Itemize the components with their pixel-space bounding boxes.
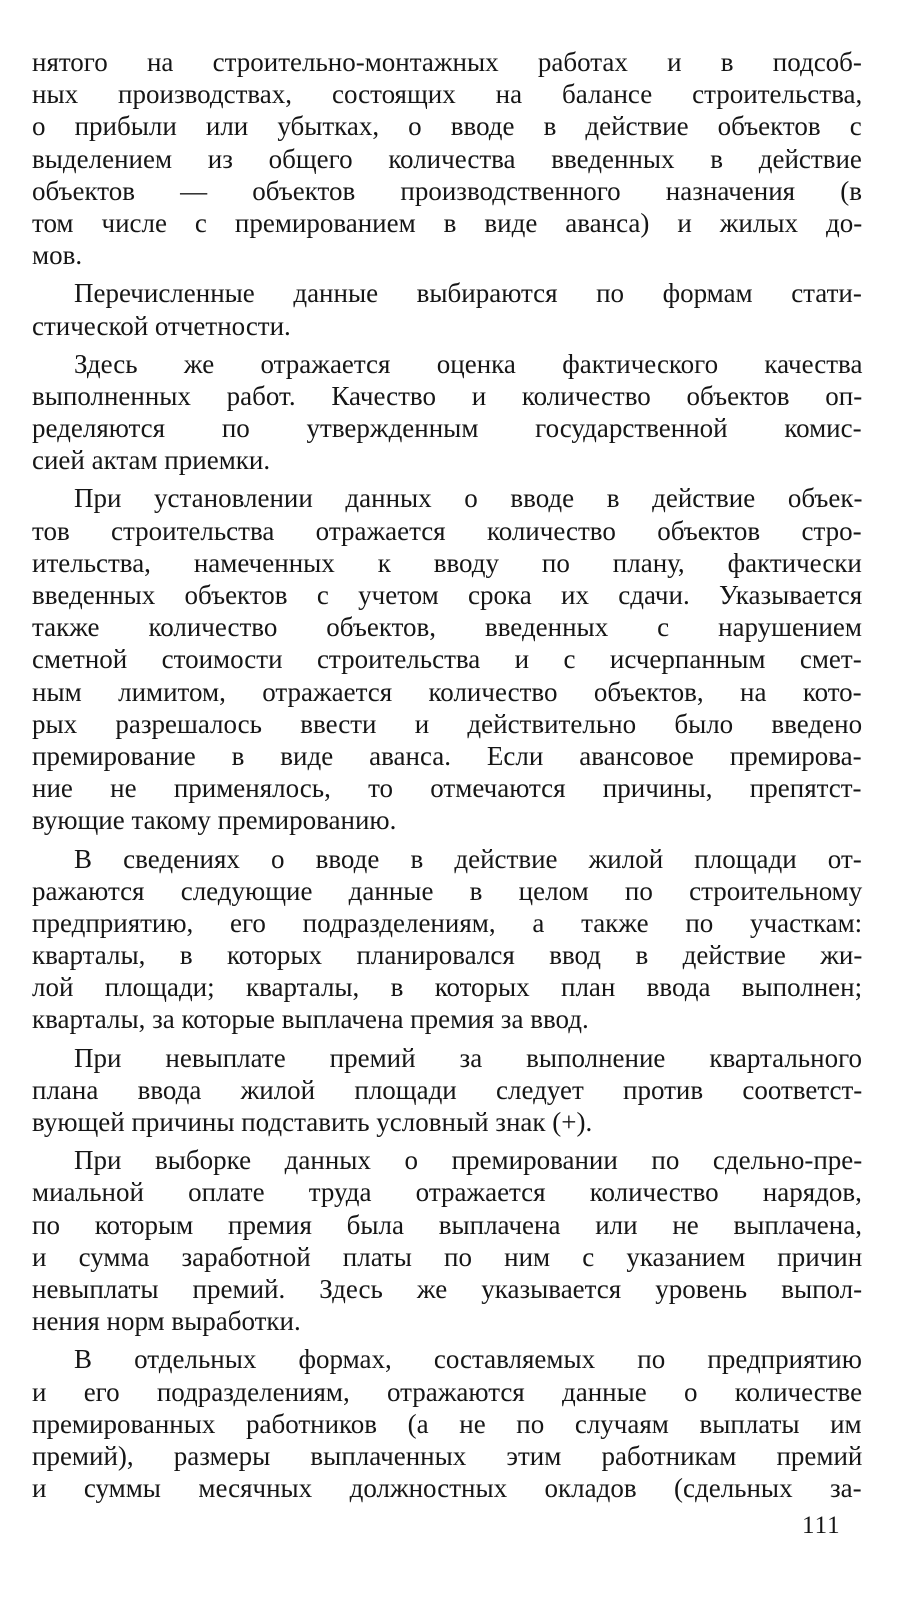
text-line: вующей причины подставить условный знак (+). — [32, 1107, 593, 1137]
text-line: ределяются по утвержденным государственной комис- — [32, 413, 862, 444]
paragraph-7 — [32, 1144, 862, 1337]
text-line: премированных работников (а не по случаям выплаты им — [32, 1408, 862, 1439]
text-line: При невыплате премий за выполнение квартального — [74, 1042, 862, 1073]
paragraph-5 — [32, 843, 862, 1036]
text-line: ительства, намеченных к вводу по плану, фактически — [32, 547, 862, 578]
text-line: стической отчетности. — [32, 310, 291, 341]
text-line: также количество объектов, введенных с нарушением — [32, 612, 862, 643]
text-line: о прибыли или убытках, о вводе в действие объектов с — [32, 111, 862, 142]
text-line: и суммы месячных должностных окладов (сдельных за- — [32, 1473, 862, 1504]
text-line: сией актам приемки. — [32, 445, 271, 476]
text-line: кварталы, в которых планировался ввод в действие жи- — [32, 940, 863, 971]
text-line: по которым премия была выплачена или не выплачена, — [32, 1209, 862, 1240]
text-line: объектов — объектов производственного назначения (в — [32, 175, 862, 206]
text-line: лой площади; кварталы, в которых план ввода выполнен; — [32, 972, 863, 1003]
text-line: Перечисленные данные выбираются по формам стати- — [74, 278, 862, 309]
text-line: введенных объектов с учетом срока их сдачи. Указывается — [32, 580, 863, 610]
text-line: невыплаты премий. Здесь же указывается уровень выпол- — [32, 1273, 863, 1304]
text-line: В сведениях о вводе в действие жилой площади от- — [74, 843, 862, 874]
text-line: Здесь же отражается оценка фактического качества — [74, 348, 863, 379]
paragraph-6 — [32, 1042, 862, 1139]
paragraph-3 — [32, 348, 862, 477]
text-line: ных производствах, состоящих на балансе строительства, — [32, 79, 863, 110]
text-line: сметной стоимости строительства и с исчерпанным смет- — [32, 644, 862, 675]
text-line: нятого на строительно-монтажных работах и в подсоб- — [32, 47, 862, 77]
text-line: и сумма заработной платы по ним с указанием причин — [32, 1241, 863, 1272]
paragraph-8 — [32, 1343, 862, 1504]
text-line: В отдельных формах, составляемых по предприятию — [74, 1344, 862, 1375]
paragraph-2 — [32, 277, 862, 341]
text-line: нения норм выработки. — [32, 1306, 301, 1337]
text-line: премирование в виде аванса. Если авансовое премирова- — [32, 740, 862, 771]
text-line: ражаются следующие данные в целом по строительному — [32, 875, 863, 906]
text-line: выполненных работ. Качество и количество объектов оп- — [32, 380, 863, 411]
text-line: мов. — [32, 240, 83, 271]
text-line: ным лимитом, отражается количество объектов, на кото- — [32, 676, 862, 707]
paragraph-4 — [32, 482, 862, 836]
paragraph-1 — [32, 46, 862, 271]
text-line: При выборке данных о премировании по сдельно-пре- — [74, 1145, 863, 1176]
text-line: При установлении данных о вводе в действие объек- — [74, 483, 863, 514]
text-line: тов строительства отражается количество объектов стро- — [32, 515, 862, 546]
text-line: ние не применялось, то отмечаются причины, препятст- — [32, 773, 862, 804]
text-line: премий), размеры выплаченных этим работникам премий — [32, 1440, 863, 1471]
text-line: выделением из общего количества введенных в действие — [32, 143, 862, 174]
text-line: том числе с премированием в виде аванса) и жилых до- — [32, 207, 863, 238]
body-text — [32, 46, 862, 1510]
text-line: предприятию, его подразделениям, а также по участкам: — [32, 907, 863, 938]
text-line: рых разрешалось ввести и действительно было введено — [32, 708, 863, 739]
text-line: и его подразделениям, отражаются данные о количестве — [32, 1376, 863, 1407]
text-line: миальной оплате труда отражается количество нарядов, — [32, 1177, 862, 1208]
text-line: кварталы, за которые выплачена премия за ввод. — [32, 1004, 589, 1035]
text-line: плана ввода жилой площади следует против соответст- — [32, 1074, 863, 1105]
text-line: вующие такому премированию. — [32, 805, 397, 836]
page-number: 111 — [802, 1512, 841, 1539]
